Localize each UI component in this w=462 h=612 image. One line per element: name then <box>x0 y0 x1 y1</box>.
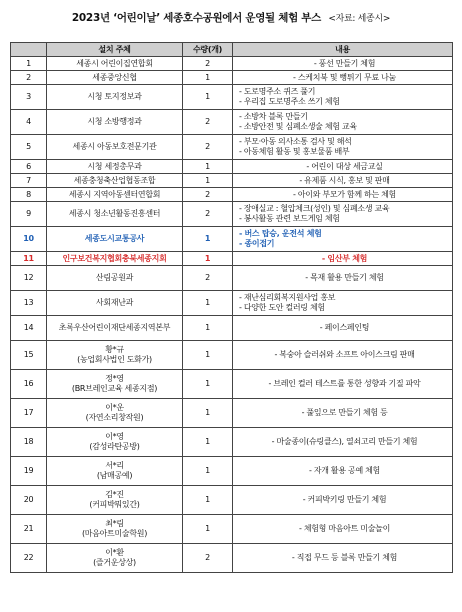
row-organizer <box>47 188 183 202</box>
row-content <box>233 291 453 316</box>
table-row <box>11 202 453 227</box>
row-number: 2 <box>11 71 47 85</box>
organizer-line: 세종도시교통공사 <box>84 234 145 243</box>
row-content <box>233 266 453 291</box>
table-row <box>11 227 453 252</box>
organizer-line: 이*영 <box>105 432 124 441</box>
row-organizer <box>47 266 183 291</box>
content-line: - 스케치북 및 뻥튀기 무료 나눔 <box>293 72 396 82</box>
content-line: - 다양한 도안 컬러링 체험 <box>239 303 325 312</box>
row-number: 18 <box>11 428 47 457</box>
organizer-line: (감성라탄공방) <box>89 442 140 451</box>
organizer-line: 정*영 <box>105 374 124 383</box>
header-content: 내용 <box>233 43 453 57</box>
organizer-line: (마음아트미술학원) <box>81 529 148 538</box>
organizer-line: 김*진 <box>105 490 124 499</box>
table-row <box>11 341 453 370</box>
row-quantity: 2 <box>183 110 233 135</box>
organizer-line: (자연소리창작원) <box>85 413 144 422</box>
row-organizer <box>47 486 183 515</box>
row-number: 21 <box>11 515 47 544</box>
table-row <box>11 370 453 399</box>
row-content <box>233 85 453 110</box>
row-number: 9 <box>11 202 47 227</box>
row-quantity: 2 <box>183 266 233 291</box>
row-quantity: 1 <box>183 252 233 266</box>
row-number: 8 <box>11 188 47 202</box>
table-row <box>11 515 453 544</box>
row-quantity: 1 <box>183 227 233 252</box>
organizer-line: 세종시 아동보호전문기관 <box>72 142 157 151</box>
table-header-row <box>11 43 453 57</box>
row-organizer <box>47 291 183 316</box>
row-content <box>233 486 453 515</box>
row-content <box>233 252 453 266</box>
row-organizer <box>47 399 183 428</box>
content-line: - 재난심리회복지원사업 홍보 <box>239 293 336 302</box>
table-row <box>11 266 453 291</box>
header-number <box>11 43 47 57</box>
row-organizer <box>47 341 183 370</box>
row-quantity: 1 <box>183 428 233 457</box>
row-quantity: 1 <box>183 316 233 341</box>
row-quantity: 2 <box>183 202 233 227</box>
row-organizer <box>47 428 183 457</box>
table-row <box>11 160 453 174</box>
content-line: - 마술종이(슈링클스), 열쇠고리 만들기 체험 <box>271 437 418 446</box>
content-line: - 풍선 만들기 체험 <box>313 58 376 68</box>
row-content <box>233 457 453 486</box>
organizer-line: 서*리 <box>105 461 124 470</box>
header-quantity: 수량(개) <box>183 43 233 57</box>
booth-table <box>10 42 453 573</box>
row-content <box>233 428 453 457</box>
row-number: 14 <box>11 316 47 341</box>
row-number: 17 <box>11 399 47 428</box>
row-content <box>233 341 453 370</box>
content-line: - 체험형 마음아트 미술놀이 <box>298 524 391 533</box>
row-number: 15 <box>11 341 47 370</box>
table-row <box>11 486 453 515</box>
title-source: <자료: 세종시> <box>328 14 391 24</box>
row-quantity: 2 <box>183 57 233 71</box>
organizer-line: 세종중앙신협 <box>92 72 137 82</box>
content-line: - 아이와 부모가 함께 하는 체험 <box>293 189 396 199</box>
row-organizer <box>47 174 183 188</box>
content-line: - 임산부 체험 <box>321 253 368 263</box>
organizer-line: 초록우산어린이재단세종지역본부 <box>58 323 171 332</box>
content-line: - 페이스페인팅 <box>319 323 370 332</box>
page-title <box>0 10 462 25</box>
table-body <box>11 57 453 573</box>
content-line: - 커피박키링 만들기 체험 <box>302 495 387 504</box>
row-organizer <box>47 202 183 227</box>
organizer-line: 이*환 <box>105 548 124 557</box>
organizer-line: 인구보건복지협회충북세종지회 <box>62 253 167 263</box>
row-content <box>233 227 453 252</box>
table-row <box>11 544 453 573</box>
row-quantity: 1 <box>183 515 233 544</box>
header-organizer: 설치 주체 <box>47 43 183 57</box>
row-content <box>233 515 453 544</box>
row-quantity: 1 <box>183 457 233 486</box>
table-row <box>11 316 453 341</box>
table-row <box>11 188 453 202</box>
table-row <box>11 174 453 188</box>
row-number: 13 <box>11 291 47 316</box>
row-organizer <box>47 135 183 160</box>
table-row <box>11 71 453 85</box>
content-line: - 봉사활동 관련 보드게임 체험 <box>239 214 340 223</box>
content-line: - 부모·아동 의사소통 검사 및 해석 <box>239 137 352 146</box>
content-line: - 종이접기 <box>239 239 275 248</box>
row-number: 11 <box>11 252 47 266</box>
row-quantity: 1 <box>183 160 233 174</box>
row-quantity: 2 <box>183 544 233 573</box>
content-line: - 소방차 블록 만들기 <box>239 112 308 121</box>
organizer-line: (농업회사법인 도화가) <box>77 355 152 364</box>
row-number: 4 <box>11 110 47 135</box>
organizer-line: 시청 세정총무과 <box>87 161 142 171</box>
content-line: - 어린이 대상 세금교실 <box>306 161 383 171</box>
content-line: - 버스 탑승, 운전석 체험 <box>239 229 322 238</box>
row-number: 6 <box>11 160 47 174</box>
table-row <box>11 135 453 160</box>
organizer-line: 세종시 청소년활동진흥센터 <box>68 209 161 218</box>
content-line: - 자개 활용 공예 체험 <box>309 466 380 475</box>
row-quantity: 1 <box>183 85 233 110</box>
organizer-line: 세종시 어린이집연합회 <box>76 58 153 68</box>
row-number: 16 <box>11 370 47 399</box>
content-line: - 도로명주소 퀴즈 풀기 <box>239 87 316 96</box>
content-line: - 복숭아 슬러쉬와 소프트 아이스크림 판매 <box>274 350 415 359</box>
row-quantity: 2 <box>183 135 233 160</box>
row-number: 1 <box>11 57 47 71</box>
row-organizer <box>47 71 183 85</box>
organizer-line: (커피박뭐있간) <box>89 500 140 509</box>
organizer-line: 세종시 지역아동센터연합회 <box>68 189 161 199</box>
row-organizer <box>47 85 183 110</box>
row-number: 12 <box>11 266 47 291</box>
organizer-line: (즐거운상상) <box>93 558 136 567</box>
row-organizer <box>47 370 183 399</box>
organizer-line: 산림공원과 <box>95 273 134 282</box>
organizer-line: 이*운 <box>105 403 124 412</box>
organizer-line: 시청 토지정보과 <box>87 92 142 101</box>
row-quantity: 2 <box>183 188 233 202</box>
row-quantity: 1 <box>183 370 233 399</box>
table-row <box>11 110 453 135</box>
title-main: 2023년 ‘어린이날’ 세종호수공원에서 운영될 체험 부스 <box>71 12 321 24</box>
row-content <box>233 110 453 135</box>
content-line: - 우리집 도로명주소 쓰기 체험 <box>239 97 340 106</box>
organizer-line: 사회재난과 <box>95 298 134 307</box>
row-number: 10 <box>11 227 47 252</box>
row-content <box>233 188 453 202</box>
row-content <box>233 544 453 573</box>
row-content <box>233 71 453 85</box>
row-content <box>233 135 453 160</box>
table-row <box>11 399 453 428</box>
row-organizer <box>47 227 183 252</box>
row-quantity: 1 <box>183 174 233 188</box>
row-quantity: 1 <box>183 399 233 428</box>
row-content <box>233 202 453 227</box>
row-number: 20 <box>11 486 47 515</box>
content-line: - 브레인 컬러 테스트를 통한 성향과 기질 파악 <box>268 379 421 388</box>
row-number: 3 <box>11 85 47 110</box>
content-line: - 목재 활용 만들기 체험 <box>305 273 384 282</box>
row-content <box>233 316 453 341</box>
row-organizer <box>47 160 183 174</box>
row-organizer <box>47 515 183 544</box>
row-quantity: 1 <box>183 486 233 515</box>
table-row <box>11 457 453 486</box>
organizer-line: 최*림 <box>105 519 124 528</box>
row-quantity: 1 <box>183 341 233 370</box>
table-row <box>11 428 453 457</box>
row-quantity: 1 <box>183 71 233 85</box>
row-organizer <box>47 544 183 573</box>
content-line: - 장애실교 : 혈압체크(성인) 및 심폐소생 교육 <box>239 204 390 213</box>
row-organizer <box>47 110 183 135</box>
table-row <box>11 252 453 266</box>
content-line: - 직접 무드 등 블록 만들기 체험 <box>291 553 398 562</box>
table-row <box>11 291 453 316</box>
row-number: 22 <box>11 544 47 573</box>
content-line: - 소방안전 및 심폐소생술 체험 교육 <box>239 122 357 131</box>
organizer-line: (BR브레인교육 세종지점) <box>71 384 158 393</box>
content-line: - 아동체험 활동 및 홍보물품 배부 <box>239 147 350 156</box>
row-number: 7 <box>11 174 47 188</box>
row-content <box>233 370 453 399</box>
row-number: 19 <box>11 457 47 486</box>
content-line: - 유제품 시식, 홍보 및 판매 <box>299 175 390 185</box>
row-content <box>233 399 453 428</box>
row-quantity: 1 <box>183 291 233 316</box>
organizer-line: 시청 소방행정과 <box>87 117 142 126</box>
table-row <box>11 85 453 110</box>
organizer-line: 세종충청축산업협동조합 <box>73 175 156 185</box>
table-row <box>11 57 453 71</box>
row-content <box>233 57 453 71</box>
row-organizer <box>47 252 183 266</box>
row-organizer <box>47 316 183 341</box>
row-organizer <box>47 457 183 486</box>
row-organizer <box>47 57 183 71</box>
content-line: - 풀잎으로 만들기 체험 등 <box>301 408 388 417</box>
row-number: 5 <box>11 135 47 160</box>
row-content <box>233 174 453 188</box>
row-content <box>233 160 453 174</box>
organizer-line: (남매공예) <box>96 471 133 480</box>
organizer-line: 황*규 <box>105 345 124 354</box>
